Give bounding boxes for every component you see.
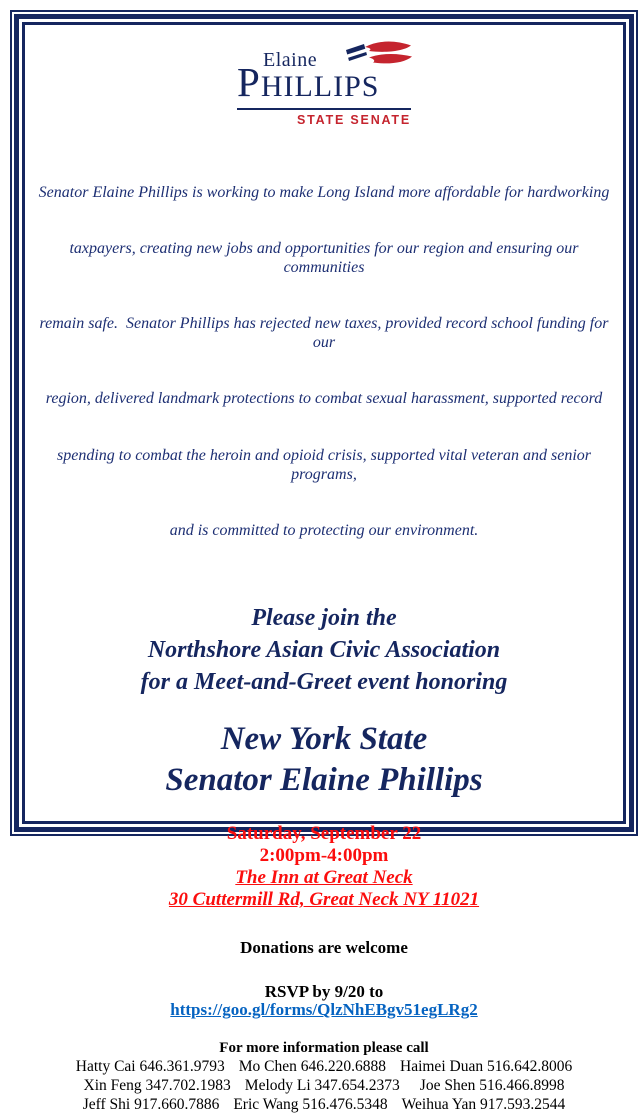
flyer-content — [25, 25, 623, 1114]
contact-entry — [84, 1077, 231, 1094]
rsvp-link[interactable]: https://goo.gl/forms/QlzNhEBgv51egLRg2 — [170, 1000, 478, 1020]
contact-entry — [420, 1077, 565, 1094]
contact-phone: 917.593.2544 — [480, 1096, 566, 1114]
contact-phone: 516.642.8006 — [486, 1058, 573, 1076]
intro-line: Senator Elaine Phillips is working to make Long Island more affordable for hardworking — [38, 183, 610, 201]
intro-paragraph — [34, 146, 614, 578]
waving-flag-icon — [343, 41, 413, 68]
honoree-line: New York State — [220, 721, 428, 758]
invitation-line: Please join the — [251, 605, 397, 632]
event-date: Saturday, September 22 — [226, 823, 422, 845]
contact-name: Haimei Duan — [400, 1058, 484, 1076]
contact-entry — [233, 1096, 387, 1113]
border-middle — [14, 14, 634, 1114]
organization-name: Northshore Asian Civic Association — [147, 637, 501, 664]
honoree-line: Senator Elaine Phillips — [165, 762, 483, 799]
contact-name: Xin Feng — [83, 1077, 142, 1095]
event-venue: The Inn at Great Neck — [235, 867, 413, 889]
contact-row — [25, 1095, 623, 1114]
intro-line: remain safe. Senator Phillips has rejected new taxes, provided record school funding for our — [39, 315, 613, 351]
contact-row — [25, 1076, 623, 1095]
intro-line: spending to combat the heroin and opioid crisis, supported vital veteran and senior programs, — [56, 446, 596, 483]
contact-phone: 646.361.9793 — [139, 1058, 225, 1076]
contact-entry — [239, 1058, 386, 1075]
invitation-line: for a Meet-and-Greet event honoring — [140, 669, 508, 696]
contact-phone: 516.466.8998 — [479, 1077, 565, 1095]
logo-first-name: Elaine — [263, 49, 318, 71]
contact-row — [25, 1057, 623, 1076]
contact-entry — [76, 1058, 225, 1075]
contact-name: Mo Chen — [238, 1058, 297, 1076]
invitation-heading — [25, 602, 623, 698]
contact-phone: 516.476.5348 — [302, 1096, 388, 1114]
intro-line: and is committed to protecting our environment. — [169, 521, 479, 539]
intro-line: region, delivered landmark protections to combat sexual harassment, supported record — [45, 390, 603, 408]
campaign-logo — [237, 41, 411, 127]
contact-phone: 646.220.6888 — [300, 1058, 386, 1076]
rsvp-label: RSVP by 9/20 to — [264, 982, 384, 1002]
contact-entry — [400, 1058, 572, 1075]
contact-name: Hatty Cai — [75, 1058, 136, 1076]
contact-name: Joe Shen — [419, 1077, 476, 1095]
contacts-section — [25, 1040, 623, 1114]
logo-last-name-initial: P — [237, 59, 261, 105]
contact-name: Weihua Yan — [401, 1096, 477, 1114]
event-details — [25, 823, 623, 911]
contact-name: Eric Wang — [233, 1096, 299, 1114]
border-outer — [10, 10, 638, 1114]
contact-entry — [83, 1096, 220, 1113]
contact-name: Melody Li — [244, 1077, 311, 1095]
contact-phone: 917.660.7886 — [134, 1096, 220, 1114]
contact-entry — [245, 1077, 400, 1094]
contact-phone: 347.654.2373 — [314, 1077, 400, 1095]
rsvp-section — [25, 983, 623, 1019]
event-address: 30 Cuttermill Rd, Great Neck NY 11021 — [168, 889, 480, 911]
donations-note: Donations are welcome — [240, 938, 408, 958]
intro-line: taxpayers, creating new jobs and opportunities for our region and ensuring our communities — [69, 239, 583, 276]
logo-divider — [237, 108, 411, 110]
contact-phone: 347.702.1983 — [145, 1077, 231, 1095]
contact-entry — [402, 1096, 566, 1113]
event-time: 2:00pm-4:00pm — [259, 845, 389, 867]
logo-subtitle: STATE SENATE — [297, 113, 411, 127]
contact-name: Jeff Shi — [82, 1096, 131, 1114]
honoree-title — [25, 719, 623, 801]
border-inner — [22, 22, 626, 1114]
contacts-heading: For more information please call — [219, 1040, 429, 1057]
logo-last-name-rest: HILLIPS — [260, 70, 380, 103]
